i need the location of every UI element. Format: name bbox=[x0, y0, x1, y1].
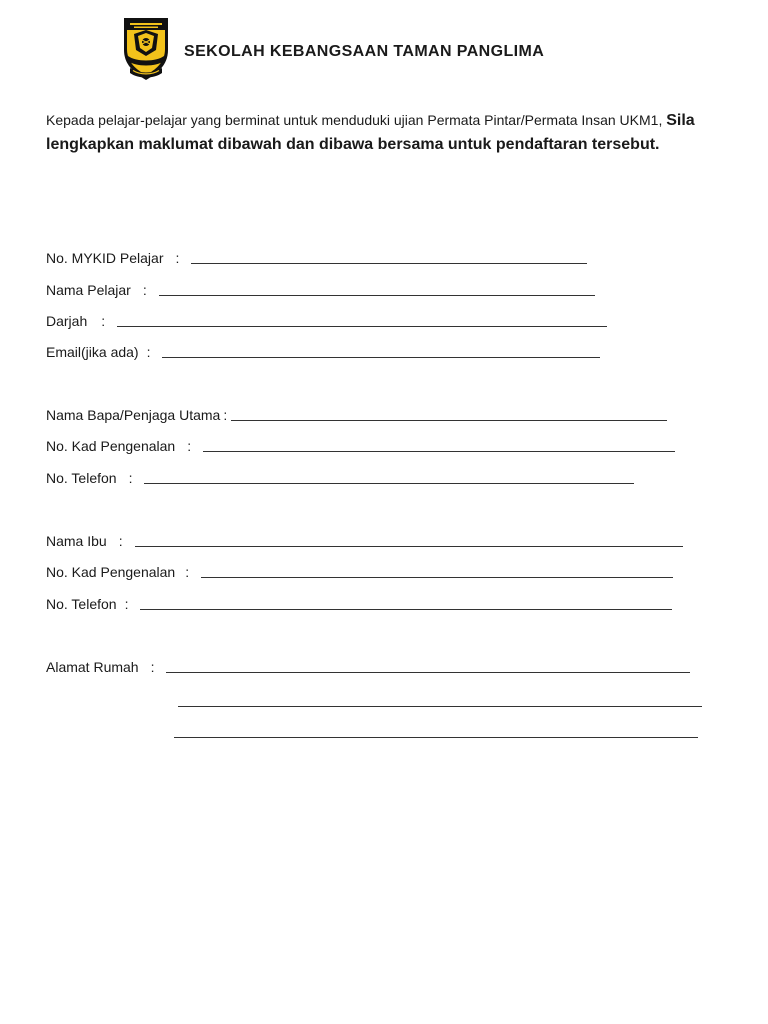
student-name-input-line[interactable] bbox=[159, 283, 595, 296]
father-ic-input-line[interactable] bbox=[203, 439, 675, 452]
field-mother-phone bbox=[46, 596, 672, 612]
student-name-label: Nama Pelajar bbox=[46, 282, 131, 298]
intro-text: Kepada pelajar-pelajar yang berminat untuk menduduki ujian Permata Pintar/Permata Insan UKM1, bbox=[46, 112, 663, 128]
colon: : bbox=[223, 407, 228, 423]
intro-paragraph bbox=[46, 109, 746, 157]
colon: : bbox=[128, 470, 133, 486]
colon: : bbox=[146, 344, 151, 360]
mother-name-input-line[interactable] bbox=[135, 534, 683, 547]
class-input-line[interactable] bbox=[117, 314, 607, 327]
colon: : bbox=[101, 313, 106, 329]
colon: : bbox=[175, 250, 180, 266]
father-phone-label: No. Telefon bbox=[46, 470, 117, 486]
mother-ic-label: No. Kad Pengenalan bbox=[46, 564, 176, 580]
field-address bbox=[46, 659, 690, 675]
colon: : bbox=[142, 282, 147, 298]
field-mykid bbox=[46, 250, 587, 266]
address-input-line-3[interactable] bbox=[174, 736, 698, 738]
field-father-name bbox=[46, 407, 667, 423]
mother-phone-input-line[interactable] bbox=[140, 597, 672, 610]
colon: : bbox=[187, 438, 192, 454]
address-label: Alamat Rumah bbox=[46, 659, 139, 675]
mother-phone-label: No. Telefon bbox=[46, 596, 117, 612]
email-label: Email(jika ada) bbox=[46, 344, 139, 360]
colon: : bbox=[185, 564, 190, 580]
father-name-input-line[interactable] bbox=[231, 408, 667, 421]
field-email bbox=[46, 344, 600, 360]
school-crest-logo bbox=[120, 16, 172, 84]
colon: : bbox=[118, 533, 123, 549]
field-class bbox=[46, 313, 607, 329]
address-input-line-1[interactable] bbox=[166, 660, 690, 673]
mother-name-label: Nama Ibu bbox=[46, 533, 107, 549]
intro-instruction: Sila lengkapkan maklumat dibawah dan dibawa bersama untuk pendaftaran tersebut. bbox=[46, 112, 695, 153]
mykid-label: No. MYKID Pelajar bbox=[46, 250, 164, 266]
colon: : bbox=[150, 659, 155, 675]
field-father-phone bbox=[46, 470, 634, 486]
mother-ic-input-line[interactable] bbox=[201, 565, 673, 578]
school-name: SEKOLAH KEBANGSAAN TAMAN PANGLIMA bbox=[184, 43, 545, 60]
mykid-input-line[interactable] bbox=[191, 251, 587, 264]
father-ic-label: No. Kad Pengenalan bbox=[46, 438, 176, 454]
field-mother-ic bbox=[46, 564, 673, 580]
field-mother-name bbox=[46, 533, 683, 549]
father-name-label: Nama Bapa/Penjaga Utama bbox=[46, 407, 221, 423]
class-label: Darjah bbox=[46, 313, 88, 329]
colon: : bbox=[124, 596, 129, 612]
field-father-ic bbox=[46, 438, 675, 454]
email-input-line[interactable] bbox=[162, 345, 600, 358]
header bbox=[120, 16, 544, 84]
father-phone-input-line[interactable] bbox=[144, 471, 634, 484]
address-input-line-2[interactable] bbox=[178, 705, 702, 707]
field-student-name bbox=[46, 282, 595, 298]
